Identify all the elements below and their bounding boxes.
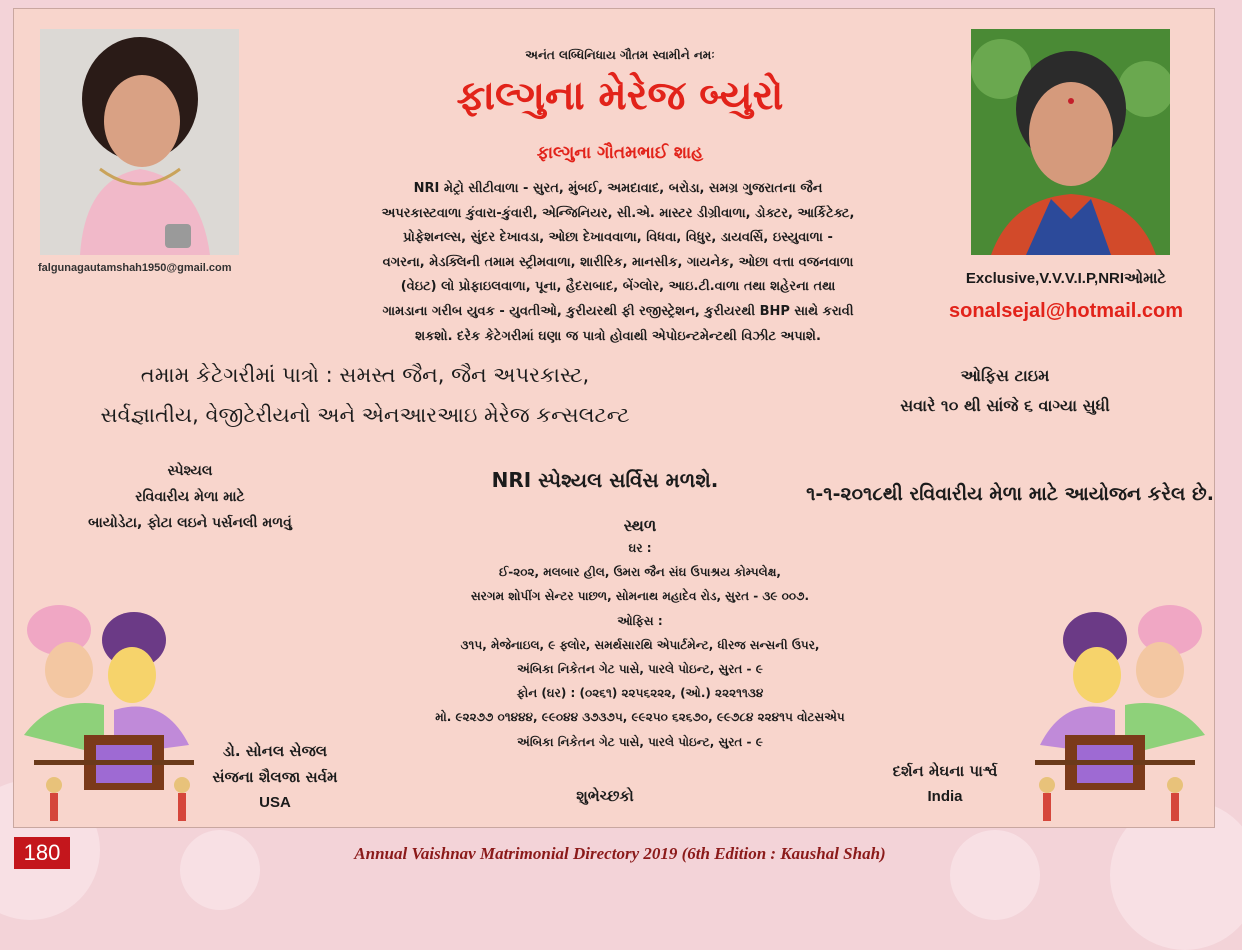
special-line: બાયોડેટા, ફોટા લઇને પર્સનલી મળવું <box>88 515 292 531</box>
page-number-badge: 180 <box>14 837 70 869</box>
well-wisher-country: India <box>927 788 963 805</box>
nri-service-text: NRI સ્પેશ્યલ સર્વિસ મળશે. <box>491 468 719 492</box>
bg-bokeh <box>950 830 1040 920</box>
page-title: ફાલ્ગુના મેરેજ બ્યુરો <box>456 73 784 119</box>
well-wisher-names: સંજના શૈલજા સર્વમ <box>212 768 338 786</box>
categories-line: સર્વજ્ઞાતીય, વેજીટેરીયનો અને એનઆરઆઇ મેરેજ કન્સલટન્ટ <box>100 403 630 427</box>
description-line: પ્રોફેશનલ્સ, સુંદર દેખાવડા, ઓછા દેખાવવાળા, વિધવા, વિધુર, ડાયવર્સિ, ઇસ્યુવાળા - <box>403 230 833 246</box>
description-line: ગામડાના ગરીબ યુવક - યુવતીઓ, કુરીયરથી ફી રજીસ્ટ્રેશન, કુરીયરથી BHP સાથે કરાવી <box>382 303 854 319</box>
office-address-line: ૩૧૫, મેજેનાઇલ, ૯ ફ્લોર, સમર્થસારથિ એપાર્ટમેન્ટ, ધીરજ સન્સની ઉપર, <box>460 637 820 652</box>
left-portrait-photo <box>40 29 239 255</box>
well-wisher-country: USA <box>259 794 291 811</box>
well-wishers-label: શુભેચ્છકો <box>576 787 634 805</box>
description-line: NRI મેટ્રો સીટીવાળા - સુરત, મુંબઈ, અમદાવાદ, બરોડા, સમગ્ર ગુજરાતના જૈન <box>413 181 823 196</box>
office-label: ઓફિસ : <box>617 613 663 628</box>
description-line: અપરકાસ્ટવાળા કુંવારા-કુંવારી, એન્જિનિયર, સી.એ. માસ્ટર ડીગ્રીવાળા, ડોક્ટર, આર્કિટેક્ટ, <box>381 205 855 221</box>
special-block <box>20 458 360 536</box>
right-exclusive-text: Exclusive,V.V.V.I.P,NRIઓમાટે <box>965 270 1167 287</box>
office-time-hours: સવારે ૧૦ થી સાંજે ૬ વાગ્યા સુધી <box>900 396 1110 415</box>
office-address-line: અંબિકા નિકેતન ગેટ પાસે, પારલે પોઇન્ટ, સુરત - ૯ <box>517 662 763 677</box>
address-block <box>330 516 950 754</box>
right-email[interactable]: sonalsejal@hotmail.com <box>948 300 1183 322</box>
office-time-label: ઓફિસ ટાઇમ <box>960 366 1050 385</box>
description-line: શકશો. દરેક કેટેગરીમાં ઘણા જ પાત્રો હોવાથી એપોઇન્ટમેન્ટથી વિઝીટ અપાશે. <box>415 328 821 344</box>
mobile-line: મો. ૯૨૨૭૭ ૦૧૪૪૪, ૯૯૦૪૪ ૩૭૩૭૫, ૯૯૨૫૦ ૬૨૬૭૦, ૯૯૭૮૪ ૨૨૪૧૫ વોટસએપ <box>435 710 845 725</box>
well-wishers-right <box>855 758 1035 810</box>
description-line: (વેઇટ) લો પ્રોફાઇલવાળા, પૂના, હૈદરાબાદ, બેંગ્લોર, આઇ.ટી.વાળા તથા શહેરના તથા <box>400 279 836 295</box>
right-portrait-photo <box>971 29 1170 255</box>
directory-footer: Annual Vaishnav Matrimonial Directory 2019 (6th Edition : Kaushal Shah) <box>354 844 886 863</box>
well-wisher-names: દર્શન મેઘના પાર્શ્વ <box>892 762 998 780</box>
special-line: રવિવારીય મેળા માટે <box>135 489 245 505</box>
phone-line: ફોન (ઘર) : (૦૨૬૧) ૨૨૫૬૨૨૨, (ઓ.) ૨૨૨૧૧૩૪ <box>516 686 764 701</box>
right-palanquin-illustration <box>1025 585 1215 825</box>
home-label: ઘર : <box>628 541 652 555</box>
home-address-line: ઈ-૨૦૨, મલબાર હીલ, ઉમરા જૈન સંઘ ઉપાશ્રય કોમ્પલેક્ષ, <box>499 565 781 580</box>
page-subtitle: ફાલ્ગુના ગૌતમભાઈ શાહ <box>536 143 704 163</box>
bg-bokeh <box>180 830 260 910</box>
categories-line: તમામ કેટેગરીમાં પાત્રો : સમસ્ત જૈન, જૈન અપરકાસ્ટ, <box>140 363 590 387</box>
well-wisher-names: ડો. સોનલ સેજલ <box>222 742 328 760</box>
home-address-line: સરગમ શોપીંગ સેન્ટર પાછળ, સોમનાથ મહાદેવ રોડ, સુરત - ૩૯ ૦૦૭. <box>470 589 810 604</box>
description-block <box>278 177 958 349</box>
special-line: સ્પેશ્યલ <box>167 463 213 479</box>
well-wishers-left <box>185 738 365 816</box>
place-label: સ્થળ <box>623 516 657 535</box>
office-address-line: અંબિકા નિકેતન ગેટ પાસે, પારલે પોઇન્ટ, સુરત - ૯ <box>517 734 763 749</box>
left-palanquin-illustration <box>14 585 204 825</box>
sunday-fair-text: ૧-૧-૨૦૧૮થી રવિવારીય મેળા માટે આયોજન કરેલ છે. <box>806 483 1214 505</box>
categories-block <box>30 355 700 435</box>
invocation-text: અનંત લબ્ધિનિધાય ગૌતમ સ્વામીને નમઃ <box>525 48 715 62</box>
left-email[interactable]: falgunagautamshah1950@gmail.com <box>38 262 232 274</box>
description-line: વગરના, મેડક્લિની તમામ સ્ટ્રીમવાળા, શારીરિક, માનસીક, ગાયનેક, ઓછા વત્તા વજનવાળા <box>382 254 854 270</box>
